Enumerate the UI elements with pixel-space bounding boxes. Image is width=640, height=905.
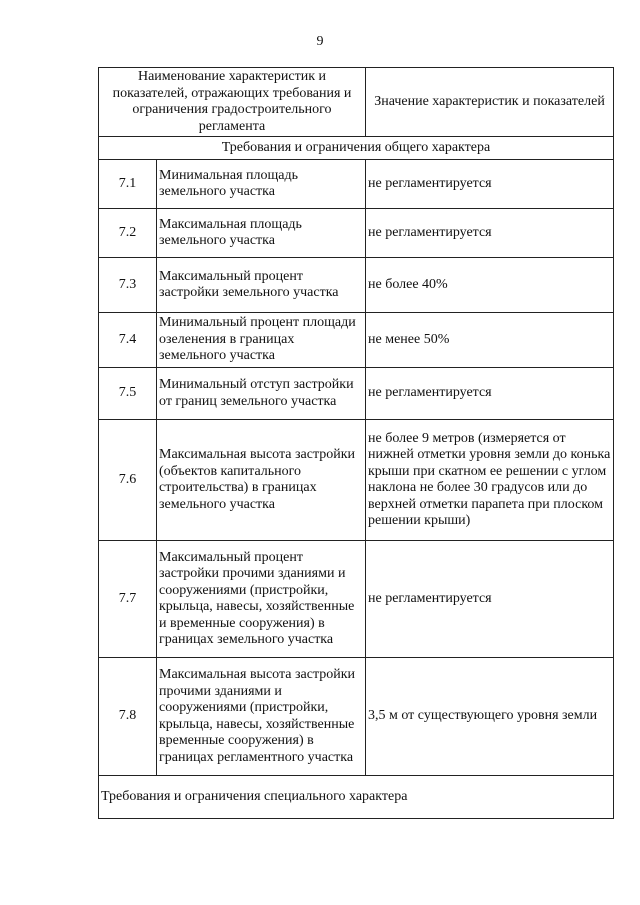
row-characteristic: Минимальный процент площади озеленения в границах земельного участка bbox=[157, 313, 366, 368]
table-row bbox=[99, 541, 614, 658]
header-name-column: Наименование характеристик и показателей, отражающих требования и ограничения градостроительного регламента bbox=[99, 68, 366, 137]
row-characteristic: Максимальная площадь земельного участка bbox=[157, 209, 366, 258]
table-row bbox=[99, 209, 614, 258]
section-row-general bbox=[99, 137, 614, 160]
table-row bbox=[99, 313, 614, 368]
row-number: 7.1 bbox=[99, 160, 157, 209]
regulation-table bbox=[98, 67, 614, 819]
table-row bbox=[99, 160, 614, 209]
row-characteristic: Максимальная высота застройки прочими зданиями и сооружениями (пристройки, крыльца, навесы, хозяйственные временные сооружения) в границах регламентного участка bbox=[157, 658, 366, 776]
row-number: 7.3 bbox=[99, 258, 157, 313]
row-characteristic: Минимальная площадь земельного участка bbox=[157, 160, 366, 209]
section-row-special bbox=[99, 776, 614, 819]
row-number: 7.5 bbox=[99, 368, 157, 420]
row-characteristic: Максимальный процент застройки земельного участка bbox=[157, 258, 366, 313]
page-number: 9 bbox=[316, 34, 324, 49]
row-value: не более 9 метров (измеряется от нижней отметки уровня земли до конька крыши при скатном ее решении с углом наклона не более 30 градусов или до верхней отметки парапета при плоском решении крыши) bbox=[366, 420, 614, 541]
row-value: не более 40% bbox=[366, 258, 614, 313]
section-title-general: Требования и ограничения общего характера bbox=[99, 137, 614, 160]
row-value: 3,5 м от существующего уровня земли bbox=[366, 658, 614, 776]
row-number: 7.6 bbox=[99, 420, 157, 541]
row-value: не регламентируется bbox=[366, 541, 614, 658]
row-characteristic: Минимальный отступ застройки от границ земельного участка bbox=[157, 368, 366, 420]
row-value: не регламентируется bbox=[366, 209, 614, 258]
table-header-row bbox=[99, 68, 614, 137]
row-characteristic: Максимальная высота застройки (объектов капитального строительства) в границах земельного участка bbox=[157, 420, 366, 541]
row-number: 7.7 bbox=[99, 541, 157, 658]
table-row bbox=[99, 258, 614, 313]
header-value-column: Значение характеристик и показателей bbox=[366, 68, 614, 137]
row-number: 7.2 bbox=[99, 209, 157, 258]
section-title-special: Требования и ограничения специального характера bbox=[99, 776, 614, 819]
table-row bbox=[99, 420, 614, 541]
row-value: не регламентируется bbox=[366, 368, 614, 420]
table-row bbox=[99, 658, 614, 776]
row-value: не менее 50% bbox=[366, 313, 614, 368]
row-value: не регламентируется bbox=[366, 160, 614, 209]
row-characteristic: Максимальный процент застройки прочими зданиями и сооружениями (пристройки, крыльца, навесы, хозяйственные и временные сооружения) в границах земельного участка bbox=[157, 541, 366, 658]
table-row bbox=[99, 368, 614, 420]
row-number: 7.8 bbox=[99, 658, 157, 776]
row-number: 7.4 bbox=[99, 313, 157, 368]
